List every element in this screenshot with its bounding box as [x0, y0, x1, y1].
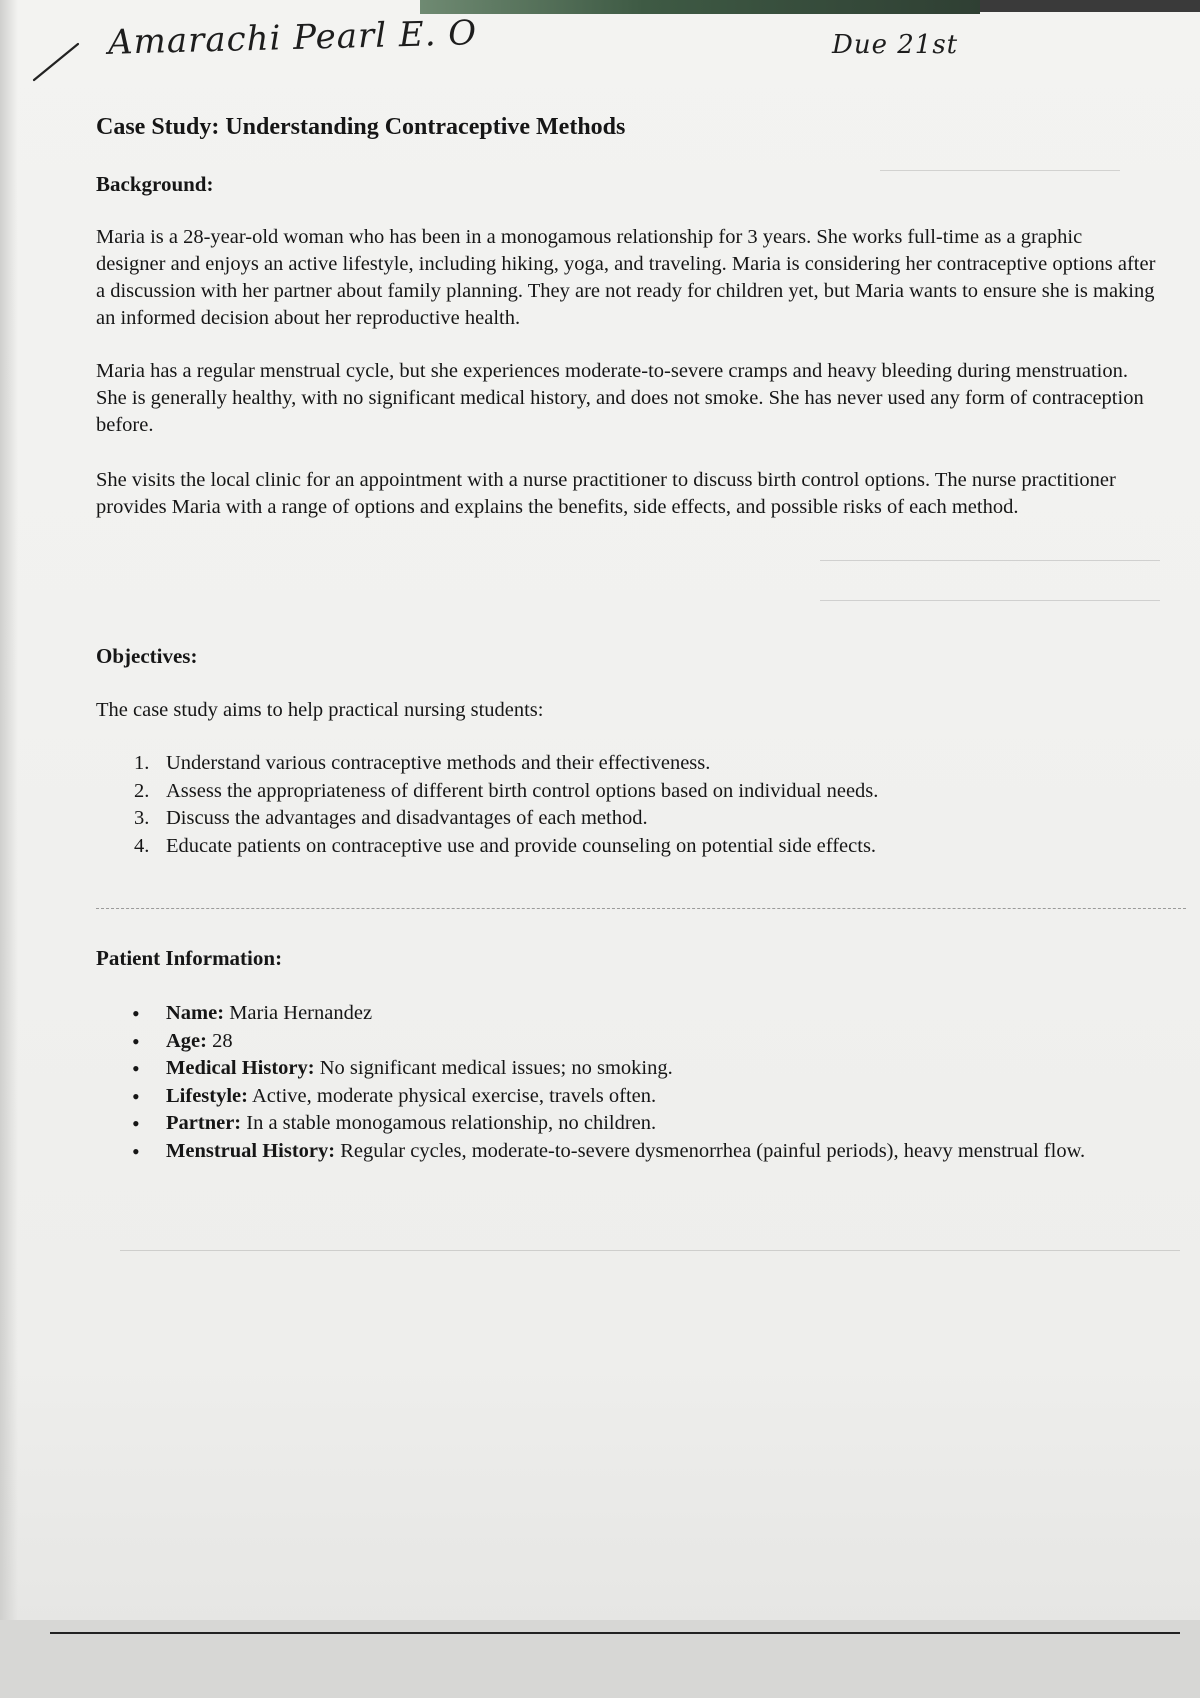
paper-shadow	[0, 0, 18, 1698]
list-marker: 2.	[134, 779, 150, 802]
field-label: Menstrual History:	[166, 1139, 336, 1162]
background-paragraph-1: Maria is a 28-year-old woman who has been in a monogamous relationship for 3 years. She works full-time as a graphic designer and enjoys an active lifestyle, including hiking, yoga, and traveling. Maria is considering her contraceptive options after a discussion with her partner about family planning. They are not ready for children yet, but Maria wants to ensure she is making an informed decision about her reproductive health.	[96, 226, 1156, 329]
list-item	[96, 1028, 1136, 1056]
bullet-icon: •	[132, 1028, 140, 1054]
field-label: Partner:	[166, 1112, 242, 1134]
background-object-top	[420, 0, 980, 14]
field-label: Age:	[166, 1029, 207, 1052]
list-marker: 4.	[134, 834, 150, 857]
show-through-line	[120, 1250, 1180, 1251]
list-item	[96, 1138, 1136, 1166]
field-label: Medical History:	[166, 1057, 315, 1079]
patient-information-list	[96, 1000, 1136, 1165]
bullet-icon: •	[132, 1083, 140, 1109]
show-through-line	[880, 170, 1120, 171]
list-marker: 3.	[134, 807, 150, 829]
list-item-text: Discuss the advantages and disadvantages of each method.	[166, 807, 648, 829]
bullet-icon: •	[132, 1138, 140, 1164]
field-value: Active, moderate physical exercise, travels often.	[251, 1084, 657, 1107]
field-value: Maria Hernandez	[229, 1002, 373, 1024]
background-paragraph-2: Maria has a regular menstrual cycle, but she experiences moderate-to-severe cramps and heavy bleeding during menstruation. She is generally healthy, with no significant medical history, and does not smoke. She has never used any form of contraception before.	[96, 360, 1144, 436]
bullet-icon: •	[132, 1001, 140, 1026]
list-item	[96, 750, 1156, 778]
list-item-text: Assess the appropriateness of different birth control options based on individual needs.	[166, 779, 879, 802]
list-item	[96, 1000, 1136, 1028]
list-item	[96, 805, 1156, 833]
list-item	[96, 1110, 1136, 1138]
field-value: In a stable monogamous relationship, no children.	[246, 1112, 657, 1134]
bullet-icon: •	[132, 1056, 140, 1081]
pen-stroke-mark	[30, 40, 86, 84]
background-heading: Background:	[96, 172, 214, 196]
field-value: No significant medical issues; no smoking.	[319, 1057, 673, 1079]
list-item	[96, 833, 1156, 861]
list-item	[96, 1055, 1136, 1083]
bullet-icon: •	[132, 1111, 140, 1136]
list-item-text: Educate patients on contraceptive use and provide counseling on potential side effects.	[166, 834, 877, 857]
section-divider	[96, 908, 1186, 909]
field-value: 28	[212, 1029, 233, 1052]
handwritten-student-name: Amarachi Pearl E. O	[107, 13, 478, 63]
background-paragraph-3: She visits the local clinic for an appointment with a nurse practitioner to discuss birth control options. The nurse practitioner provides Maria with a range of options and explains the benefits, side effects, and possible risks of each method.	[96, 469, 1116, 518]
show-through-line	[820, 600, 1160, 601]
field-label: Name:	[166, 1002, 225, 1024]
field-label: Lifestyle:	[166, 1084, 248, 1107]
list-item	[96, 778, 1156, 806]
patient-information-heading: Patient Information:	[96, 946, 283, 970]
handwritten-due-note: Due 21st	[832, 30, 959, 60]
field-value: Regular cycles, moderate-to-severe dysmenorrhea (painful periods), heavy menstrual flow.	[340, 1139, 1086, 1162]
list-marker: 1.	[134, 752, 150, 774]
objectives-heading: Objectives:	[96, 644, 198, 668]
bottom-edge-line	[50, 1632, 1180, 1634]
show-through-line	[820, 560, 1160, 561]
list-item-text: Understand various contraceptive methods and their effectiveness.	[166, 752, 711, 774]
objectives-list	[96, 750, 1156, 860]
list-item	[96, 1083, 1136, 1111]
objectives-intro: The case study aims to help practical nursing students:	[96, 699, 544, 721]
document-title: Case Study: Understanding Contraceptive Methods	[96, 114, 626, 140]
background-edge-top-right	[980, 0, 1200, 12]
